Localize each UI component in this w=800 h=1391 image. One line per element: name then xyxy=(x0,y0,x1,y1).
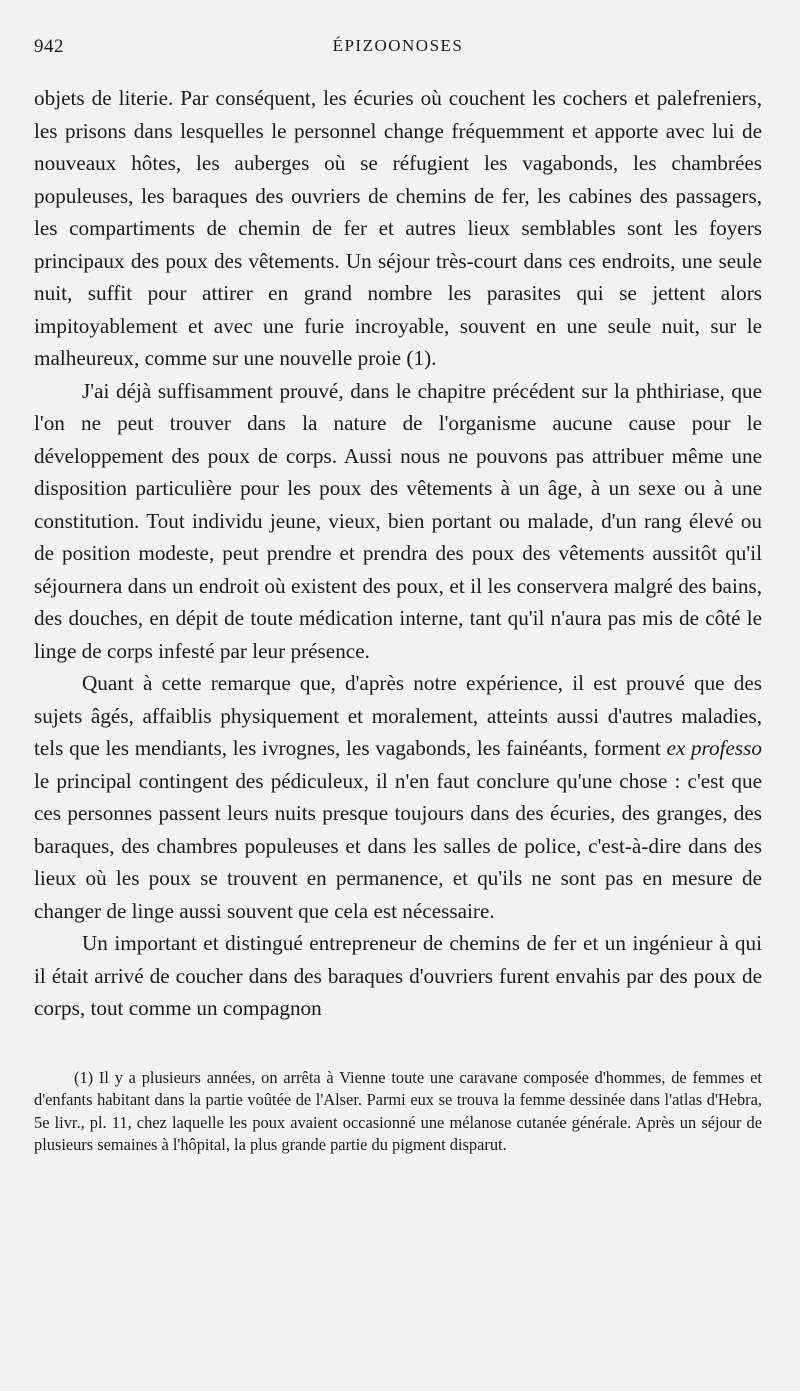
paragraph-4 xyxy=(34,927,762,1025)
running-head xyxy=(34,36,762,70)
paragraph-text: objets de literie. Par conséquent, les écuries où couchent les cochers et palefreniers, les prisons dans lesquelles le personnel change fréquemment et apporte avec lui de nouveaux hôtes, les auberges où se réfugient les vagabonds, les chambrées populeuses, les baraques des ouvriers de chemins de fer, les cabines des passagers, les compartiments de chemin de fer et autres lieux semblables sont les foyers principaux des poux des vêtements. Un séjour très-court dans ces endroits, une seule nuit, suffit pour attirer en grand nombre les parasites qui se jettent alors impitoyablement et avec une furie incroyable, souvent en une seule nuit, sur le malheureux, comme sur une nouvelle proie (1). xyxy=(34,86,762,370)
paragraph-text: Quant à cette remarque que, d'après notre expérience, il est prouvé que des sujets âgés, affaiblis physiquement et moralement, atteints aussi d'autres maladies, tels que les mendiants, les ivrognes, les vagabonds, les fainéants, forment xyxy=(34,671,762,760)
body-text xyxy=(34,82,762,1025)
paragraph-text: J'ai déjà suffisamment prouvé, dans le chapitre précédent sur la phthiriase, que l'on ne peut trouver dans la nature de l'organisme aucune cause pour le développement des poux de corps. Aussi nous ne pouvons pas attribuer même une disposition particulière pour les poux des vêtements à un âge, à un sexe ou à une constitution. Tout individu jeune, vieux, bien portant ou malade, d'un rang élevé ou de position modeste, peut prendre et prendra des poux des vêtements aussitôt qu'il séjournera dans un endroit où existent des poux, et il les conservera malgré des bains, des douches, en dépit de toute médication interne, tant qu'il n'aura pas mis de côté le linge de corps infesté par leur présence. xyxy=(34,378,762,663)
paragraph-2 xyxy=(34,375,762,668)
paragraph-text: le principal contingent des pédiculeux, il n'en faut conclure qu'une chose : c'est que ces personnes passent leurs nuits presque toujours dans des écuries, des granges, des baraques, des chambres populeuses et dans les salles de police, c'est-à-dire dans des lieux où les poux se trouvent en permanence, et qu'ils ne sont pas en mesure de changer de linge aussi souvent que cela est nécessaire. xyxy=(34,768,762,923)
chapter-title: ÉPIZOONOSES xyxy=(332,36,464,55)
footnote-text: (1) Il y a plusieurs années, on arrêta à Vienne toute une caravane composée d'hommes, de femmes et d'enfants habitant dans la partie voûtée de l'Alser. Parmi eux se trouva la femme dessinée dans l'atlas d'Hebra, 5e livr., pl. 11, chez laquelle les poux avaient occasionné une mélanose cutanée générale. Après un séjour de plusieurs semaines à l'hôpital, la plus grande partie du pigment disparut. xyxy=(34,1067,762,1154)
italic-phrase: ex professo xyxy=(666,736,762,760)
paragraph-3 xyxy=(34,667,762,927)
page-number: 942 xyxy=(34,36,64,57)
paragraph-text: Un important et distingué entrepreneur de chemins de fer et un ingénieur à qui il était arrivé de coucher dans des baraques d'ouvriers furent envahis par des poux de corps, tout comme un compagnon xyxy=(34,931,762,1020)
paragraph-1 xyxy=(34,82,762,375)
footnote xyxy=(34,1067,762,1157)
